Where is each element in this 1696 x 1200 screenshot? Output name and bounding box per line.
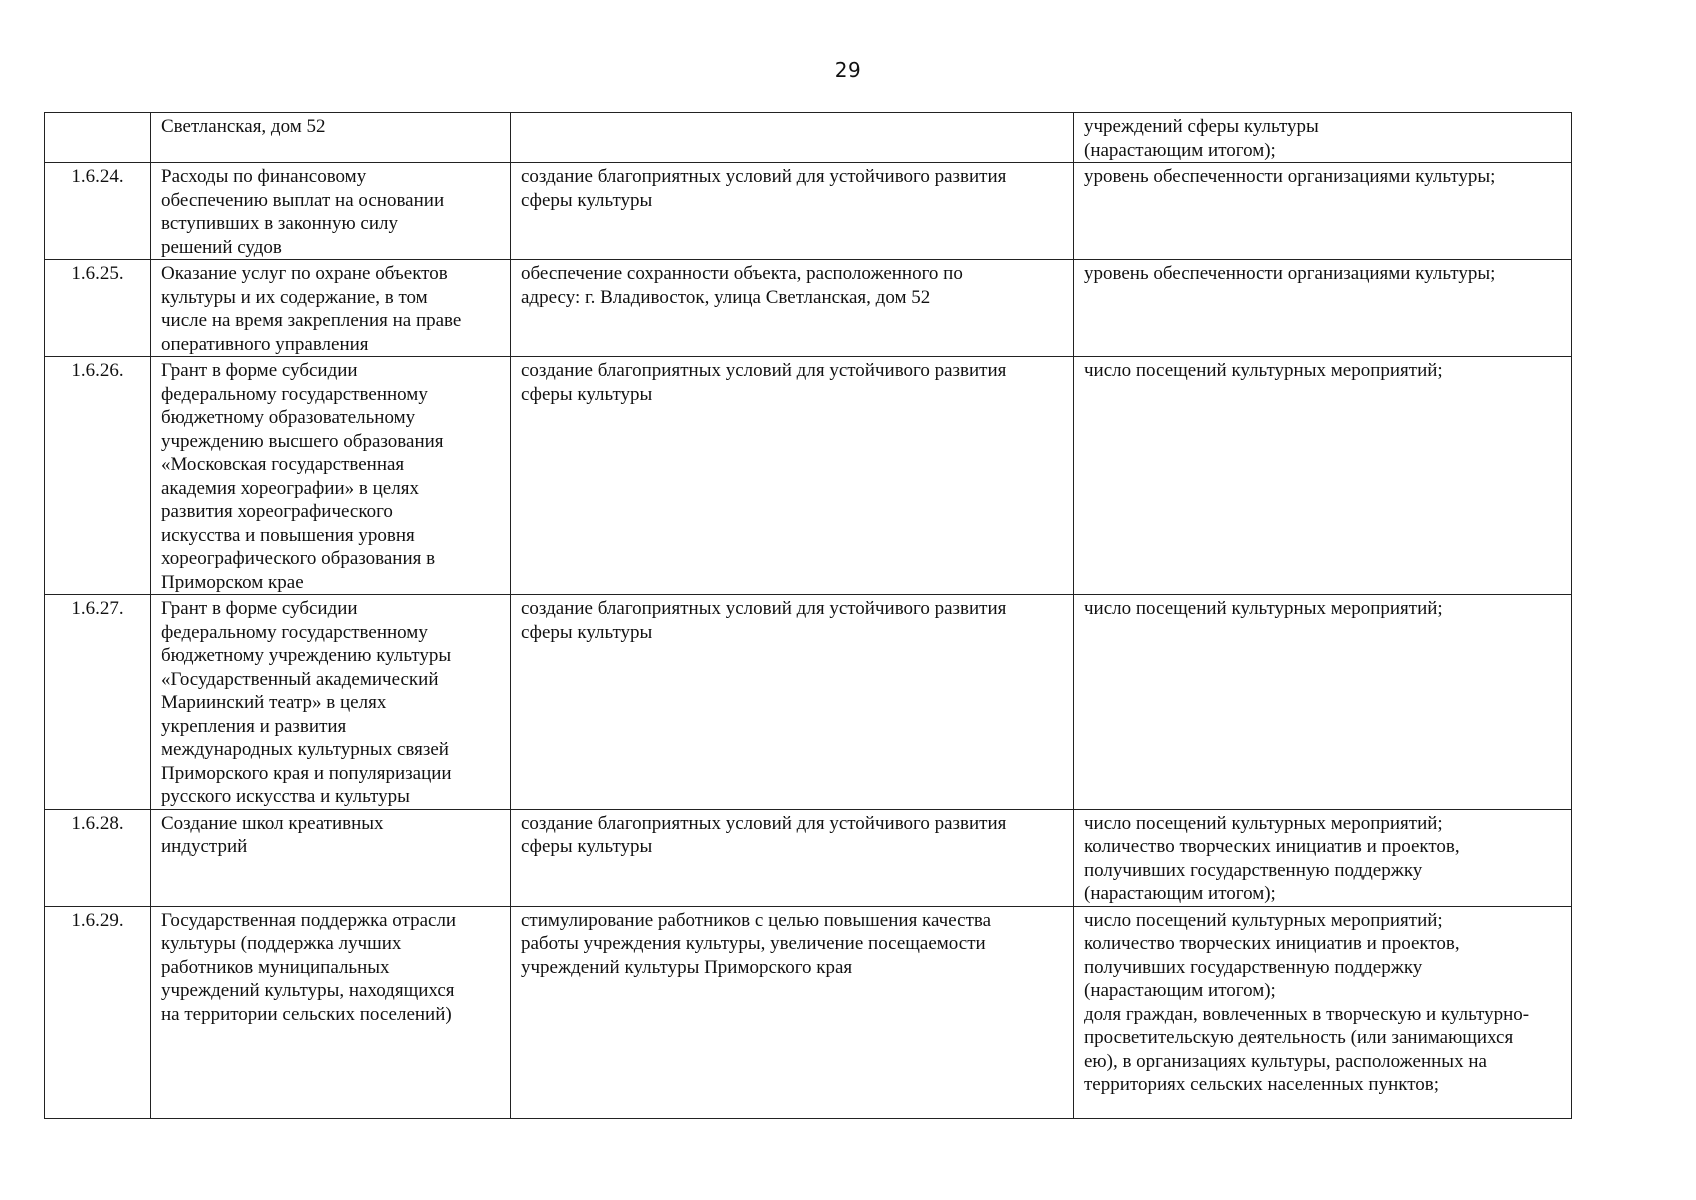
row-number (45, 113, 151, 163)
indicator: учреждений сферы культуры (нарастающим итогом); (1074, 113, 1572, 163)
expected-result: стимулирование работников с целью повышения качества работы учреждения культуры, увеличение посещаемости учреждений культуры Приморского края (511, 906, 1074, 1118)
row-number: 1.6.25. (45, 260, 151, 357)
table-row (45, 113, 1572, 163)
indicator: число посещений культурных мероприятий; количество творческих инициатив и проектов, получивших государственную поддержку (нарастающим итогом); (1074, 809, 1572, 906)
row-number: 1.6.28. (45, 809, 151, 906)
activity-name: Расходы по финансовому обеспечению выплат на основании вступивших в законную силу решений судов (151, 163, 511, 260)
expected-result: создание благоприятных условий для устойчивого развития сферы культуры (511, 163, 1074, 260)
table-row (45, 809, 1572, 906)
indicator: число посещений культурных мероприятий; (1074, 357, 1572, 595)
table-row (45, 906, 1572, 1118)
indicator: число посещений культурных мероприятий; количество творческих инициатив и проектов, получивших государственную поддержку (нарастающим итогом); доля граждан, вовлеченных в творческую и культурно- просветительскую деятельность (или занимающихся ею), в организациях культуры, расположенных на территориях сельских населенных пунктов; (1074, 906, 1572, 1118)
table-row (45, 357, 1572, 595)
expected-result: создание благоприятных условий для устойчивого развития сферы культуры (511, 809, 1074, 906)
row-number: 1.6.24. (45, 163, 151, 260)
expected-result: создание благоприятных условий для устойчивого развития сферы культуры (511, 595, 1074, 810)
expected-result (511, 113, 1074, 163)
row-number: 1.6.27. (45, 595, 151, 810)
program-activities-table (44, 112, 1572, 1119)
activity-name: Грант в форме субсидии федеральному государственному бюджетному образовательному учреждению высшего образования «Московская государственная академия хореографии» в целях развития хореографического искусства и повышения уровня хореографического образования в Приморском крае (151, 357, 511, 595)
activity-name: Светланская, дом 52 (151, 113, 511, 163)
activity-name: Грант в форме субсидии федеральному государственному бюджетному учреждению культуры «Государственный академический Мариинский театр» в целях укрепления и развития международных культурных связей Приморского края и популяризации русского искусства и культуры (151, 595, 511, 810)
indicator: уровень обеспеченности организациями культуры; (1074, 260, 1572, 357)
table-row (45, 595, 1572, 810)
activity-name: Государственная поддержка отрасли культуры (поддержка лучших работников муниципальных учреждений культуры, находящихся на территории сельских поселений) (151, 906, 511, 1118)
expected-result: обеспечение сохранности объекта, расположенного по адресу: г. Владивосток, улица Светланская, дом 52 (511, 260, 1074, 357)
table-row (45, 163, 1572, 260)
indicator: уровень обеспеченности организациями культуры; (1074, 163, 1572, 260)
activity-name: Оказание услуг по охране объектов культуры и их содержание, в том числе на время закрепления на праве оперативного управления (151, 260, 511, 357)
table-row (45, 260, 1572, 357)
row-number: 1.6.26. (45, 357, 151, 595)
page-number: 29 (834, 58, 862, 82)
expected-result: создание благоприятных условий для устойчивого развития сферы культуры (511, 357, 1074, 595)
activity-name: Создание школ креативных индустрий (151, 809, 511, 906)
indicator: число посещений культурных мероприятий; (1074, 595, 1572, 810)
row-number: 1.6.29. (45, 906, 151, 1118)
